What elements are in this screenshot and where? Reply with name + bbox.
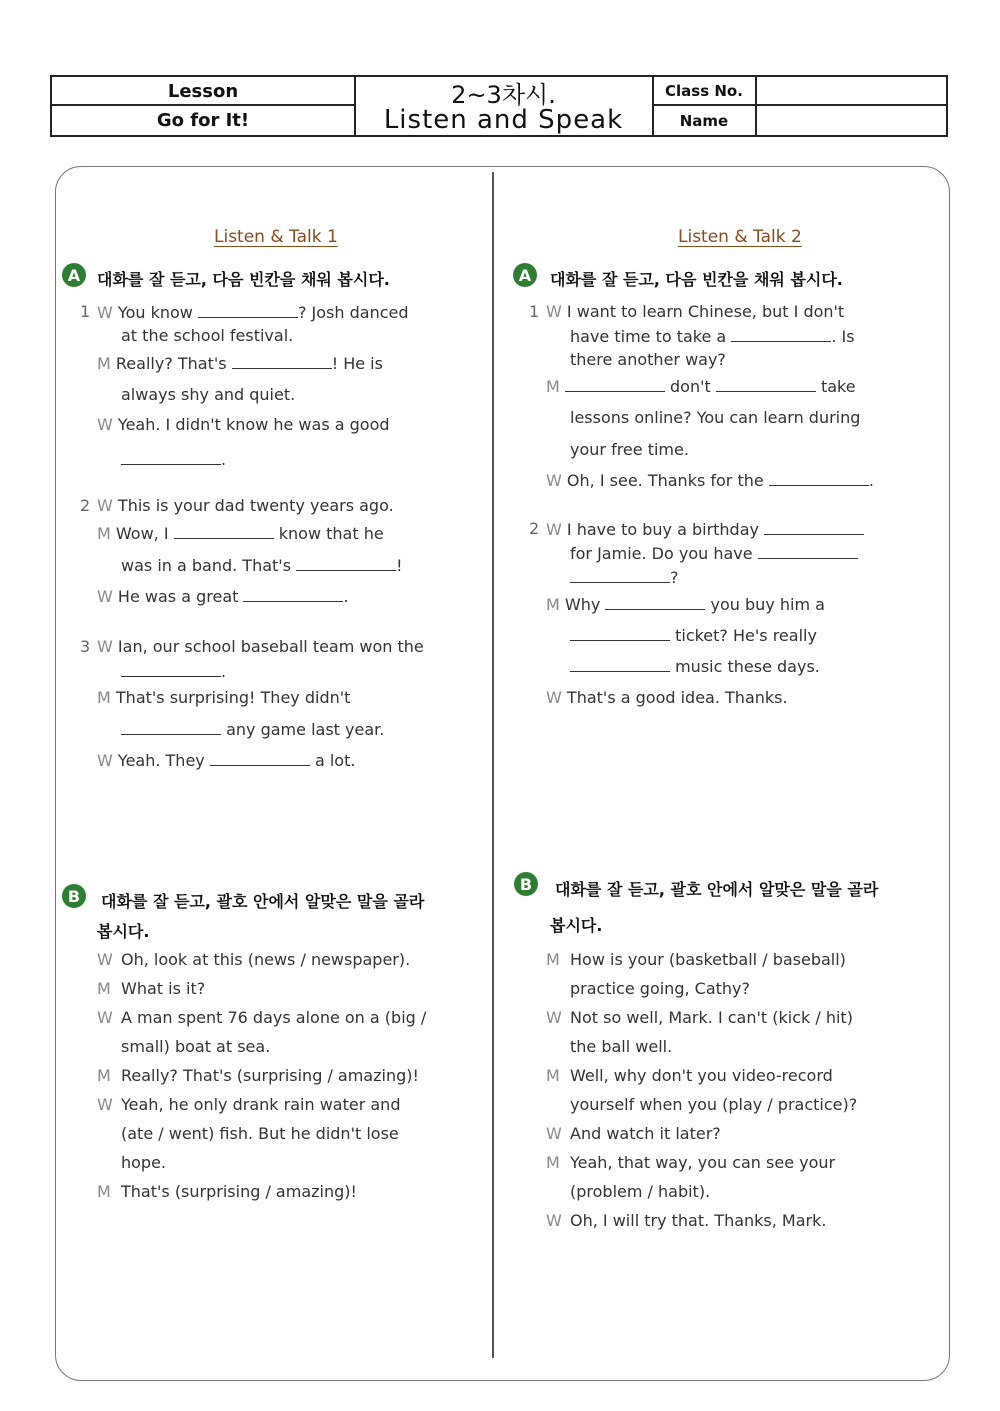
dialog-line: That's (surprising / amazing)! xyxy=(121,1182,357,1201)
instruction-a-right: 대화를 잘 듣고, 다음 빈칸을 채워 봅시다. xyxy=(550,270,843,289)
instruction-b-left: 대화를 잘 듣고, 괄호 안에서 알맞은 말을 골라 xyxy=(101,892,425,911)
badge-a-icon: A xyxy=(513,263,537,287)
dialog-line: the ball well. xyxy=(570,1037,673,1056)
speaker-label: W xyxy=(97,1095,113,1114)
badge-b-icon: B xyxy=(514,872,538,896)
instruction-b-right: 대화를 잘 듣고, 괄호 안에서 알맞은 말을 골라 xyxy=(555,880,879,899)
dialog-line: W Yeah. They a lot. xyxy=(97,751,356,770)
lesson-value: Go for It! xyxy=(156,110,250,131)
dialog-line: there another way? xyxy=(570,350,726,369)
speaker-label: W xyxy=(546,1211,562,1230)
blank-input[interactable] xyxy=(121,661,221,677)
blank-input[interactable] xyxy=(296,555,396,571)
instruction-b-right-cont: 봅시다. xyxy=(550,916,603,935)
dialog-line: at the school festival. xyxy=(121,326,294,345)
dialog-line: How is your (basketball / baseball) xyxy=(570,950,846,969)
blank-input[interactable] xyxy=(232,353,332,369)
dialog-line: M That's surprising! They didn't xyxy=(97,688,351,707)
dialog-line: any game last year. xyxy=(121,719,384,740)
section-title-listen-talk-1: Listen & Talk 1 xyxy=(214,227,338,247)
dialog-line: hope. xyxy=(121,1153,167,1172)
blank-input[interactable] xyxy=(174,523,274,539)
blank-input[interactable] xyxy=(210,750,310,766)
name-field[interactable] xyxy=(757,106,946,135)
blank-input[interactable] xyxy=(764,519,864,535)
blank-input[interactable] xyxy=(198,302,298,318)
speaker-label: M xyxy=(97,1066,111,1085)
dialog-line: W Yeah. I didn't know he was a good xyxy=(97,415,390,434)
dialog-line: Yeah, that way, you can see your xyxy=(570,1153,836,1172)
dialog-line: for Jamie. Do you have xyxy=(570,543,858,564)
dialog-line: (ate / went) fish. But he didn't lose xyxy=(121,1124,399,1143)
dialog-line: . xyxy=(121,449,226,470)
speaker-label: W xyxy=(97,1008,113,1027)
dialog-line: was in a band. That's ! xyxy=(121,556,403,575)
dialog-line: always shy and quiet. xyxy=(121,385,296,404)
badge-a-icon: A xyxy=(62,263,86,287)
class-no-field[interactable] xyxy=(757,77,946,104)
blank-input[interactable] xyxy=(243,586,343,602)
dialog-line: (problem / habit). xyxy=(570,1182,711,1201)
speaker-label: M xyxy=(97,1182,111,1201)
dialog-line: M Really? That's ! He is xyxy=(97,354,383,373)
dialog-line: Not so well, Mark. I can't (kick / hit) xyxy=(570,1008,853,1027)
dialog-line: music these days. xyxy=(570,656,820,677)
blank-input[interactable] xyxy=(570,567,670,583)
blank-input[interactable] xyxy=(570,625,670,641)
blank-input[interactable] xyxy=(605,594,705,610)
dialog-line: W You know ? Josh danced xyxy=(97,303,409,322)
speaker-label: M xyxy=(97,979,111,998)
dialog-line: lessons online? You can learn during xyxy=(570,408,861,427)
dialog-line: A man spent 76 days alone on a (big / xyxy=(121,1008,427,1027)
dialog-line: Oh, look at this (news / newspaper). xyxy=(121,950,411,969)
speaker-label: M xyxy=(546,1153,560,1172)
blank-input[interactable] xyxy=(565,376,665,392)
question-number: 3 xyxy=(80,637,91,656)
dialog-line: ? xyxy=(570,567,679,588)
question-number: 2 xyxy=(529,519,540,538)
dialog-line: Yeah, he only drank rain water and xyxy=(121,1095,401,1114)
dialog-line: Oh, I will try that. Thanks, Mark. xyxy=(570,1211,827,1230)
header-table xyxy=(50,75,948,137)
dialog-line: W I want to learn Chinese, but I don't xyxy=(546,302,845,321)
speaker-label: M xyxy=(546,1066,560,1085)
dialog-line: W Oh, I see. Thanks for the . xyxy=(546,471,874,490)
dialog-line: W This is your dad twenty years ago. xyxy=(97,496,394,515)
dialog-line: ticket? He's really xyxy=(570,625,817,646)
dialog-line: your free time. xyxy=(570,440,689,459)
blank-input[interactable] xyxy=(121,449,221,465)
question-number: 2 xyxy=(80,496,91,515)
class-no-label: Class No. xyxy=(665,82,743,100)
dialog-line: have time to take a . Is xyxy=(570,327,855,346)
dialog-line: Really? That's (surprising / amazing)! xyxy=(121,1066,419,1085)
question-number: 1 xyxy=(80,302,91,321)
blank-input[interactable] xyxy=(731,326,831,342)
dialog-line: . xyxy=(121,661,226,682)
dialog-line: W That's a good idea. Thanks. xyxy=(546,688,788,707)
instruction-a-left: 대화를 잘 듣고, 다음 빈칸을 채워 봅시다. xyxy=(97,270,390,289)
blank-input[interactable] xyxy=(758,543,858,559)
badge-b-icon: B xyxy=(62,884,86,908)
dialog-line: M Wow, I know that he xyxy=(97,524,384,543)
dialog-line: And watch it later? xyxy=(570,1124,721,1143)
name-label: Name xyxy=(679,111,729,130)
dialog-line: Well, why don't you video-record xyxy=(570,1066,833,1085)
blank-input[interactable] xyxy=(769,470,869,486)
dialog-line: yourself when you (play / practice)? xyxy=(570,1095,858,1114)
dialog-line: M don't take xyxy=(546,377,856,396)
page-title: Listen and Speak xyxy=(383,105,624,135)
blank-input[interactable] xyxy=(570,656,670,672)
dialog-line: W Ian, our school baseball team won the xyxy=(97,637,424,656)
lesson-label: Lesson xyxy=(167,80,239,102)
dialog-line: small) boat at sea. xyxy=(121,1037,271,1056)
speaker-label: M xyxy=(546,950,560,969)
instruction-b-left-cont: 봅시다. xyxy=(97,922,150,941)
dialog-line: M Why you buy him a xyxy=(546,595,825,614)
speaker-label: W xyxy=(546,1008,562,1027)
title-line1: 2~3차시. xyxy=(451,80,556,109)
blank-input[interactable] xyxy=(716,376,816,392)
dialog-line: W He was a great . xyxy=(97,587,349,606)
dialog-line: W I have to buy a birthday xyxy=(546,519,864,540)
dialog-line: practice going, Cathy? xyxy=(570,979,750,998)
question-number: 1 xyxy=(529,302,540,321)
column-divider xyxy=(492,172,494,1358)
speaker-label: W xyxy=(97,950,113,969)
speaker-label: W xyxy=(546,1124,562,1143)
dialog-line: What is it? xyxy=(121,979,206,998)
section-title-listen-talk-2: Listen & Talk 2 xyxy=(678,227,802,247)
blank-input[interactable] xyxy=(121,719,221,735)
